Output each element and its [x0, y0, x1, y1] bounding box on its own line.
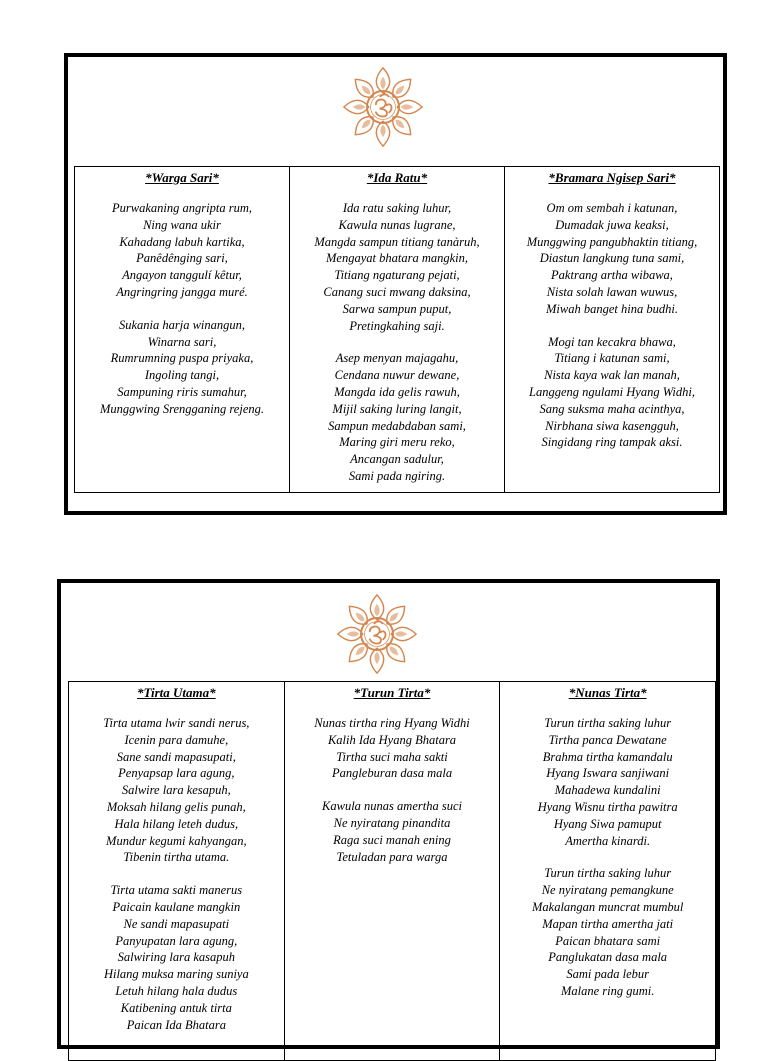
verse-line: Munggwing pangubhaktin titiang, [526, 234, 698, 249]
stanza [290, 200, 504, 334]
verse-line: Nista solah lawan wuwus, [546, 284, 678, 299]
verse-line: Turun tirtha saking luhur [544, 866, 672, 881]
verse-line: Nunas tirtha ring Hyang Widhi [314, 716, 470, 730]
verse-line: Paican Ida Bhatara [126, 1017, 226, 1032]
verse-line: Kahadang labuh kartika, [119, 234, 245, 249]
verse-line: Nista kaya wak lan manah, [544, 368, 680, 383]
verse-line: Singidang ring tampak aksi. [541, 435, 683, 450]
lotus-om-emblem-icon [337, 589, 417, 679]
verse-line: Sarwa sampun puput, [342, 301, 452, 316]
poem-table [68, 681, 716, 1061]
verse-line: Paican bhatara sami [555, 933, 661, 948]
verse-line: Paicain kaulane mangkin [112, 899, 241, 914]
verse-line: Winarna sari, [147, 334, 217, 349]
verse-line: Amertha kinardi. [565, 833, 651, 848]
verse-line: Canang suci mwang daksina, [323, 284, 471, 299]
verse-line: Om om sembah i katunan, [546, 201, 678, 215]
stanza [290, 350, 504, 484]
column-title: *Nunas Tirta* [568, 685, 647, 700]
verse-line: Purwakaning angripta rum, [112, 201, 252, 215]
verse-line: Hilang muksa maring suniya [103, 967, 249, 982]
column-title: *Bramara Ngisep Sari* [548, 170, 676, 185]
verse-line: Nirbhana siwa kasengguh, [545, 418, 679, 433]
verse-line: Panglukatan dasa mala [548, 950, 668, 965]
stanza [69, 715, 284, 866]
verse-line: Hyang Iswara sanjiwani [546, 766, 670, 781]
verse-line: Rumrumning puspa priyaka, [110, 351, 254, 366]
verse-line: Kawula nunas lugrane, [338, 217, 456, 232]
verse-line: Ne nyiratang pinandita [333, 815, 451, 830]
verse-line: Mogi tan kecakra bhawa, [548, 334, 676, 349]
verse-line: Raga suci manah ening [333, 832, 451, 847]
verse-line: Moksah hilang gelis punah, [106, 799, 246, 814]
hymn-card-bottom [57, 579, 720, 1049]
stanza [500, 715, 715, 849]
verse-line: Letuh hilang hala dudus [115, 983, 238, 998]
verse-line: Mijil saking luring langit, [332, 401, 462, 416]
verse-line: Hala hilang leteh dudus, [114, 816, 239, 831]
verse-line: Kawula nunas amertha suci [322, 799, 462, 814]
verse-line: Sampun medabdaban sami, [328, 418, 466, 433]
verse-line: Langgeng ngulami Hyang Widhi, [529, 384, 695, 399]
verse-line: Penyapsap lara agung, [118, 766, 235, 781]
verse-line: Mangda sampun titiang tanàruh, [314, 234, 480, 249]
verse-line: Pangleburan dasa mala [331, 766, 453, 781]
verse-line: Sampuning riris sumahur, [117, 384, 247, 399]
verse-line: Tirta utama lwir sandi nerus, [103, 716, 250, 730]
verse-line: Angayon tanggulí kêtur, [122, 268, 242, 283]
verse-line: Brahma tirtha kamandalu [542, 749, 673, 764]
verse-line: Sami pada ngiring. [348, 468, 446, 483]
stanza [500, 865, 715, 999]
verse-line: Panêdênging sari, [136, 251, 228, 266]
verse-line: Tibenin tirtha utama. [123, 850, 230, 865]
poem-column [69, 682, 285, 1060]
verse-line: Mundur kegumi kahyangan, [106, 833, 247, 848]
verse-line: Pretingkahing saji. [349, 318, 445, 333]
verse-line: Munggwing Srengganing rejeng. [100, 401, 264, 416]
verse-line: Kalih Ida Hyang Bhatara [327, 732, 457, 747]
poem-column [285, 682, 501, 1060]
stanza [285, 715, 500, 782]
verse-line: Maring giri meru reko, [339, 435, 455, 450]
stanza [505, 334, 719, 452]
verse-line: Titiang i katunan sami, [554, 351, 670, 366]
poem-column [290, 167, 505, 492]
lotus-om-emblem-icon [343, 62, 423, 152]
verse-line: Ne sandi mapasupati [123, 916, 230, 931]
verse-line: Mapan tirtha amertha jati [542, 916, 674, 931]
verse-line: Asep menyan majagahu, [335, 351, 459, 366]
verse-line: Miwah banget hina budhi. [546, 301, 678, 316]
verse-line: Tirta utama sakti manerus [110, 883, 243, 898]
verse-line: Hyang Siwa pamuput [553, 816, 662, 831]
verse-line: Tirtha suci maha sakti [336, 749, 448, 764]
verse-line: Mangda ida gelis rawuh, [334, 384, 460, 399]
verse-line: Salwiring lara kasapuh [117, 950, 236, 965]
verse-line: Katibening antuk tirta [120, 1000, 232, 1015]
verse-line: Mahadewa kundalini [554, 783, 661, 798]
verse-line: Diastun langkung tuna sami, [539, 251, 685, 266]
hymn-card-top [64, 53, 727, 515]
column-title: *Ida Ratu* [366, 170, 428, 185]
stanza [75, 317, 289, 418]
stanza [69, 882, 284, 1033]
verse-line: Ingoling tangi, [144, 368, 220, 383]
column-title: *Turun Tirta* [353, 685, 431, 700]
verse-line: Panyupatan lara agung, [115, 933, 238, 948]
verse-line: Sami pada lebur [566, 967, 649, 982]
verse-line: Hyang Wisnu tirtha pawitra [537, 799, 678, 814]
column-title: *Warga Sari* [145, 170, 219, 185]
verse-line: Salwire lara kesapuh, [121, 783, 231, 798]
stanza [505, 200, 719, 318]
verse-line: Dumadak juwa keaksi, [555, 217, 669, 232]
verse-line: Paktrang artha wibawa, [551, 268, 673, 283]
stanza [75, 200, 289, 301]
verse-line: Icenin para damuhe, [124, 732, 229, 747]
poem-column [75, 167, 290, 492]
verse-line: Tetuladan para warga [336, 849, 448, 864]
verse-line: Tirtha panca Dewatane [548, 732, 667, 747]
verse-line: Sane sandi mapasupati, [116, 749, 236, 764]
lotus-om-emblem-svg [337, 589, 417, 679]
verse-line: Ning wana ukir [143, 217, 221, 232]
poem-column [500, 682, 715, 1060]
verse-line: Ancangan sadulur, [350, 452, 444, 467]
poem-table [74, 166, 720, 493]
lotus-om-emblem-svg [343, 62, 423, 152]
verse-line: Turun tirtha saking luhur [544, 716, 672, 730]
column-title: *Tirta Utama* [137, 685, 216, 700]
verse-line: Makalangan muncrat mumbul [531, 899, 684, 914]
verse-line: Mengayat bhatara mangkin, [326, 251, 468, 266]
verse-line: Sukania harja winangun, [118, 317, 246, 332]
verse-line: Sang suksma maha acinthya, [539, 401, 685, 416]
poem-column [505, 167, 719, 492]
verse-line: Ne nyiratang pemangkune [541, 883, 674, 898]
verse-line: Malane ring gumi. [560, 983, 655, 998]
verse-line: Titiang ngaturang pejati, [334, 268, 460, 283]
verse-line: Angringring jangga muré. [116, 284, 248, 299]
verse-line: Ida ratu saking luhur, [342, 201, 452, 215]
verse-line: Cendana nuwur dewane, [334, 368, 460, 383]
stanza [285, 798, 500, 865]
